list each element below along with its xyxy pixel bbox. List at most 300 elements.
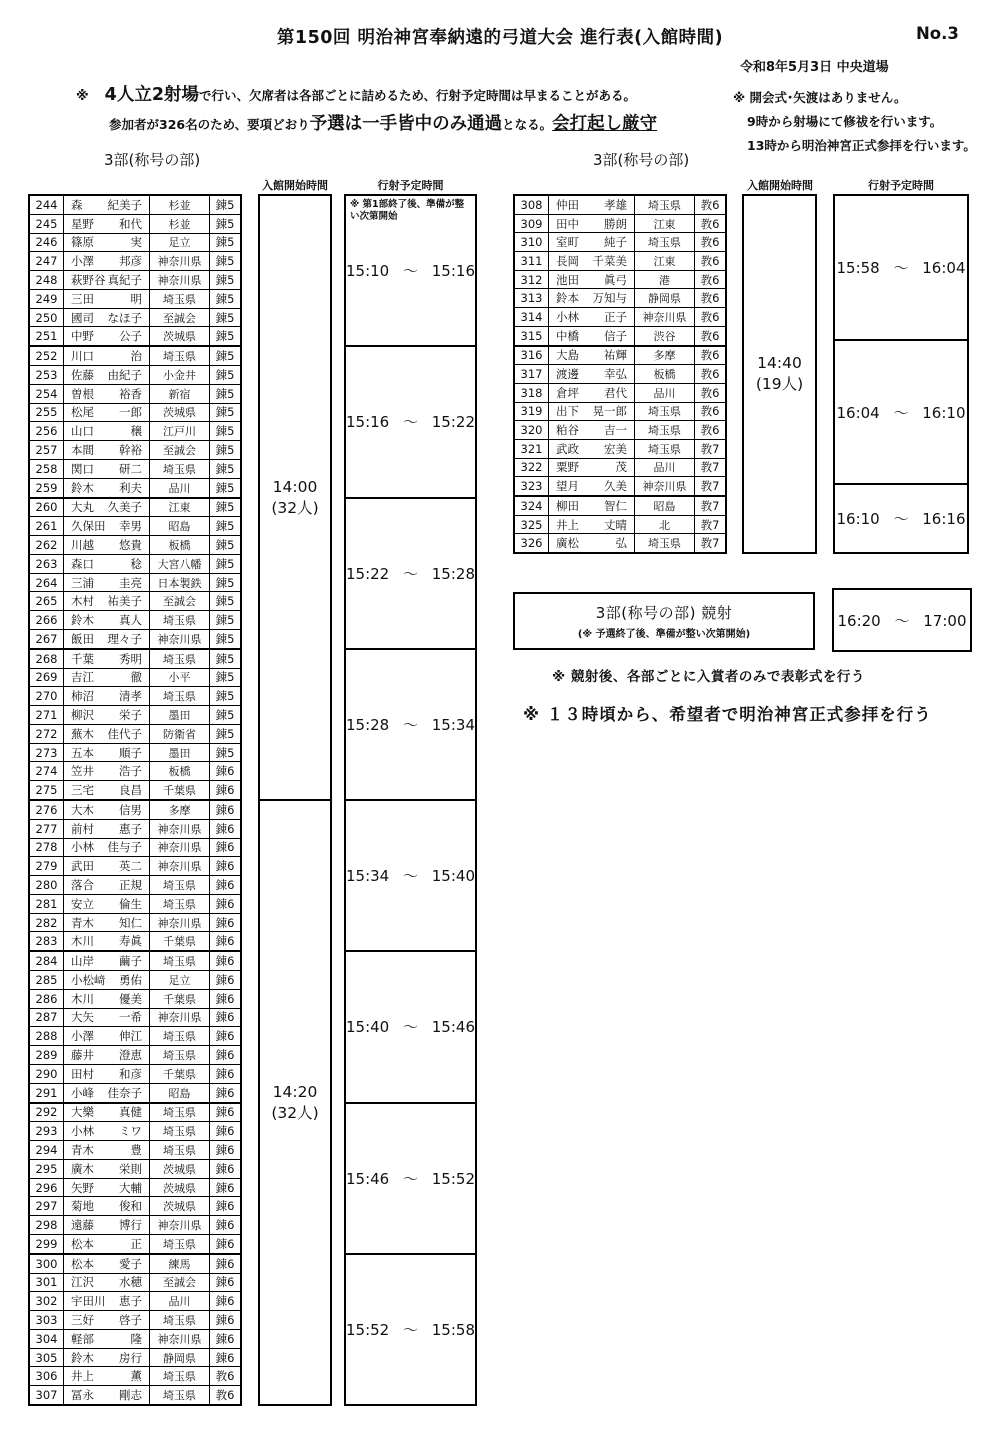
table-row [515,214,725,233]
ceremony-notes [733,86,976,157]
cell-rank: 錬6 [215,1294,235,1309]
cell-number: 306 [30,1367,64,1385]
cell-region: 至誠会 [150,309,210,327]
cell-region: 静岡県 [635,289,695,307]
cell-region: 墨田 [150,744,210,762]
cell-rank: 錬5 [215,480,235,495]
cell-rank: 錬6 [215,1312,235,1327]
cell-region: 杉並 [150,196,210,214]
schedule-time: 15:34 ～ 15:40 [346,867,475,886]
cell-region: 多摩 [635,347,695,365]
table-row [30,1140,240,1159]
cell-region: 埼玉県 [150,1046,210,1064]
ceremony-note-3: 13時から明治神宮正式参拝を行います。 [747,137,976,153]
surname: 仲田 [556,197,579,212]
cell-number: 247 [30,252,64,270]
table-row [30,1291,240,1310]
cell-number: 275 [30,781,64,799]
cell-number: 284 [30,952,64,970]
given-name: 理々子 [107,631,142,646]
cell-rank: 錬5 [215,689,235,704]
cell-number: 257 [30,441,64,459]
cell-number: 256 [30,422,64,440]
given-name: 茂 [615,460,627,475]
given-name: 房行 [119,1350,142,1365]
cell-rank: 錬5 [215,254,235,269]
surname: 冨永 [71,1388,94,1403]
cell-rank: 教7 [700,517,720,532]
cell-rank: 教6 [700,348,720,363]
cell-number: 253 [30,366,64,384]
cell-number: 292 [30,1104,64,1122]
given-name: 利夫 [119,480,142,495]
cell-rank: 教6 [700,404,720,419]
table-row [515,533,725,552]
cell-region: 茨城県 [150,404,210,422]
cell-region: 神奈川県 [150,271,210,289]
surname: 望月 [556,479,579,494]
table-row [30,838,240,857]
surname: 粟野 [556,460,579,475]
cell-number: 258 [30,460,64,478]
table-row [515,196,725,214]
cell-name [64,1141,150,1159]
cell-number: 269 [30,669,64,687]
table-row [30,1273,240,1292]
cell-rank: 教6 [215,1388,235,1403]
cell-name [64,1330,150,1348]
cell-rank: 教7 [700,479,720,494]
cell-region: 杉並 [150,215,210,233]
cell-region: 昭島 [150,517,210,535]
surname: 五本 [71,745,94,760]
cell-rank: 錬6 [215,991,235,1006]
cell-name [64,1311,150,1329]
schedule-header-right: 行射予定時間 [868,179,934,192]
cell-rank: 錬6 [215,783,235,798]
cell-name [64,914,150,932]
cell-name [549,497,635,515]
cell-number: 272 [30,725,64,743]
table-row [30,970,240,989]
note-marker: ※ [76,89,89,104]
schedule-time-block [835,339,967,484]
cell-number: 245 [30,215,64,233]
cell-rank: 錬5 [215,575,235,590]
cell-name [64,725,150,743]
entry-time-block [260,196,330,799]
cell-number: 319 [515,403,549,421]
table-row [30,950,240,970]
given-name: 俊和 [119,1199,142,1214]
cell-name [64,1027,150,1045]
cell-number: 317 [515,365,549,383]
cell-rank: 錬5 [215,349,235,364]
cell-name [64,555,150,573]
cell-name [64,196,150,214]
cell-number: 294 [30,1141,64,1159]
schedule-time-block [346,1102,475,1253]
cell-number: 276 [30,801,64,819]
table-row [515,288,725,307]
cell-number: 313 [515,289,549,307]
cell-rank: 教6 [700,235,720,250]
cell-region: 足立 [150,234,210,252]
cell-rank: 錬6 [215,1010,235,1025]
table-row [30,629,240,648]
given-name: 博行 [119,1218,142,1233]
schedule-header-left: 行射予定時間 [377,179,444,192]
cell-region: 埼玉県 [635,534,695,552]
cell-number: 267 [30,630,64,648]
schedule-time-block [835,196,967,339]
cell-number: 291 [30,1084,64,1102]
table-row [30,761,240,780]
surname: 木川 [71,934,94,949]
cell-number: 300 [30,1255,64,1273]
cell-region: 小金井 [150,366,210,384]
cell-rank: 教6 [700,385,720,400]
cell-region: 江戸川 [150,422,210,440]
given-name: 実 [130,235,142,250]
surname: 松本 [71,1256,94,1271]
surname: 萩野谷 [71,273,106,288]
cell-rank: 錬6 [215,1350,235,1365]
cell-name [64,592,150,610]
surname: 青木 [71,1142,94,1157]
cell-name [64,895,150,913]
table-row [30,535,240,554]
table-row [30,289,240,308]
cell-rank: 教6 [700,291,720,306]
cell-rank: 錬6 [215,1124,235,1139]
cell-number: 255 [30,404,64,422]
cell-rank: 錬5 [215,235,235,250]
table-row [30,308,240,327]
surname: 木川 [71,991,94,1006]
schedule-time-block [346,799,475,950]
given-name: 幸弘 [604,367,627,382]
given-name: 啓子 [119,1312,142,1327]
table-row [515,307,725,326]
cell-number: 286 [30,990,64,1008]
table-row [30,554,240,573]
entry-time-column-left [258,194,332,1406]
cell-name [64,1386,150,1404]
given-name: 万知与 [592,291,627,306]
surname: 室町 [556,235,579,250]
surname: 廣松 [556,536,579,551]
cell-number: 280 [30,876,64,894]
schedule-time-block [346,345,475,496]
note-line2-mid: となる。 [502,117,553,133]
cell-number: 265 [30,592,64,610]
surname: 鈴木 [71,1350,94,1365]
cell-number: 307 [30,1386,64,1404]
cell-name [64,1179,150,1197]
cell-rank: 錬5 [215,613,235,628]
table-row [515,364,725,383]
entry-time-column-right [742,194,817,554]
cell-name [64,252,150,270]
cell-number: 296 [30,1179,64,1197]
cell-number: 244 [30,196,64,214]
table-row [30,1083,240,1102]
schedule-time-block [346,497,475,648]
cell-region: 埼玉県 [150,1235,210,1253]
ceremony-note-2: 9時から射場にて修祓を行います。 [747,113,943,129]
table-row [30,1064,240,1083]
cell-rank: 錬5 [215,594,235,609]
table-row [30,421,240,440]
surname: 本間 [71,443,94,458]
cell-name [64,290,150,308]
surname: 井上 [71,1369,94,1384]
schedule-time-block [346,648,475,799]
cell-number: 323 [515,477,549,495]
cell-number: 293 [30,1122,64,1140]
given-name: 寿眞 [119,934,142,949]
surname: 千葉 [71,651,94,666]
schedule-time: 15:58 ～ 16:04 [836,258,966,277]
cell-rank: 錬6 [215,1199,235,1214]
surname: 大島 [556,348,579,363]
given-name: 智仁 [604,498,627,513]
cell-number: 254 [30,385,64,403]
cell-rank: 錬5 [215,745,235,760]
surname: 三宅 [71,783,94,798]
surname: 宇田川 [71,1294,106,1309]
surname: 森口 [71,556,94,571]
cell-rank: 錬6 [215,1029,235,1044]
cell-number: 264 [30,574,64,592]
cell-number: 268 [30,650,64,668]
cell-rank: 錬6 [215,1236,235,1251]
table-row [30,1310,240,1329]
given-name: 公子 [119,329,142,344]
cell-rank: 錬5 [215,424,235,439]
cell-name [549,459,635,477]
cell-name [64,1065,150,1083]
cell-rank: 錬5 [215,631,235,646]
surname: 安立 [71,896,94,911]
cell-name [549,233,635,251]
cell-name [64,1122,150,1140]
cell-name [64,385,150,403]
cell-region: 神奈川県 [150,1216,210,1234]
cell-region: 埼玉県 [150,1386,210,1404]
cell-number: 316 [515,347,549,365]
entry-header-left: 入館開始時間 [262,179,328,192]
entry-time-block [260,799,330,1404]
cell-region: 新宿 [150,385,210,403]
note-line-1 [76,82,657,109]
cell-region: 埼玉県 [150,1367,210,1385]
cell-number: 312 [515,271,549,289]
given-name: 圭亮 [119,575,142,590]
table-row [515,476,725,495]
table-row [515,420,725,439]
entry-count: (32人) [271,498,319,517]
table-row [30,497,240,517]
cell-name [64,422,150,440]
cell-number: 324 [515,497,549,515]
given-name: 剛志 [119,1388,142,1403]
given-name: 正子 [604,309,627,324]
given-name: 研二 [119,461,142,476]
surname: 廣木 [71,1161,94,1176]
cell-rank: 錬6 [215,1085,235,1100]
entry-count: (32人) [271,1103,319,1122]
schedule-time: 15:10 ～ 15:16 [346,262,475,281]
surname: 矢野 [71,1180,94,1195]
cell-rank: 錬5 [215,216,235,231]
cell-name [549,347,635,365]
table-row [30,1234,240,1253]
cell-number: 289 [30,1046,64,1064]
surname: 長岡 [556,253,579,268]
schedule-time-block [346,1253,475,1404]
schedule-time: 16:10 ～ 16:16 [836,510,966,529]
table-row [30,819,240,838]
cell-name [64,820,150,838]
surname: 松本 [71,1236,94,1251]
given-name: 和代 [119,216,142,231]
given-name: 吉一 [604,423,627,438]
table-row [515,232,725,251]
surname: 佐藤 [71,367,94,382]
cell-region: 北 [635,516,695,534]
cell-rank: 錬6 [215,1105,235,1120]
given-name: 穣 [130,424,142,439]
cell-name [64,857,150,875]
footer-note-visit: ※ １３時頃から、希望者で明治神宮正式参拝を行う [523,705,932,724]
surname: 山口 [71,424,94,439]
cell-region: 神奈川県 [150,630,210,648]
table-row [30,1196,240,1215]
cell-number: 297 [30,1197,64,1215]
cell-number: 282 [30,914,64,932]
cell-region: 神奈川県 [635,477,695,495]
table-row [30,516,240,535]
ceremony-note-1: ※ 開会式･矢渡はありません。 [733,90,907,105]
surname: 鈴木 [71,613,94,628]
cell-rank: 錬6 [215,1142,235,1157]
surname: 森 [71,197,83,212]
surname: 小峰 [71,1085,94,1100]
cell-number: 273 [30,744,64,762]
given-name: 邦彦 [119,254,142,269]
entry-time-block [744,196,815,552]
cell-rank: 錬6 [215,1275,235,1290]
cell-number: 302 [30,1292,64,1310]
schedule-time-block [346,196,475,345]
cell-name [64,347,150,365]
cell-number: 299 [30,1235,64,1253]
cell-name [64,781,150,799]
cell-rank: 錬6 [215,972,235,987]
cell-name [549,421,635,439]
table-row [30,573,240,592]
surname: 大木 [71,802,94,817]
cell-number: 305 [30,1349,64,1367]
cell-rank: 教6 [700,216,720,231]
surname: 小林 [71,840,94,855]
cell-name [64,952,150,970]
cell-rank: 錬6 [215,1331,235,1346]
cell-name [64,574,150,592]
cell-rank: 錬6 [215,1048,235,1063]
cell-number: 318 [515,384,549,402]
schedule-time-block [835,483,967,552]
given-name: 勇佑 [119,972,142,987]
surname: 柿沼 [71,689,94,704]
cell-number: 301 [30,1274,64,1292]
surname: 國司 [71,310,94,325]
cell-rank: 教6 [700,253,720,268]
table-row [30,668,240,687]
surname: 田村 [71,1066,94,1081]
cell-region: 大宮八幡 [150,555,210,573]
cell-region: 茨城県 [150,327,210,345]
given-name: 紀美子 [107,197,142,212]
given-name: 信子 [604,328,627,343]
cell-region: 埼玉県 [150,1122,210,1140]
cell-name [64,762,150,780]
cell-region: 茨城県 [150,1197,210,1215]
table-row [30,1026,240,1045]
schedule-time: 16:04 ～ 16:10 [836,403,966,422]
table-row [30,1329,240,1348]
cell-region: 埼玉県 [150,1027,210,1045]
given-name: 正規 [119,878,142,893]
cell-name [549,215,635,233]
given-name: 水穂 [119,1275,142,1290]
cell-name [64,234,150,252]
given-name: 宏美 [604,441,627,456]
cell-name [549,440,635,458]
given-name: 君代 [604,385,627,400]
given-name: 眞弓 [604,272,627,287]
cell-name [64,687,150,705]
surname: 松尾 [71,405,94,420]
section-label-left: 3部(称号の部) [104,151,201,169]
table-row [30,1366,240,1385]
surname: 出下 [556,404,579,419]
cell-region: 埼玉県 [150,876,210,894]
surname: 倉坪 [556,385,579,400]
note-line-2 [109,111,657,138]
cell-region: 渋谷 [635,327,695,345]
table-row [30,743,240,762]
table-row [30,913,240,932]
entry-time: 14:40 [757,354,802,373]
cell-name [64,215,150,233]
schedule-note: ※ 第1部終了後、準備が整い次第開始 [350,199,465,223]
given-name: 恵子 [119,1294,142,1309]
table-row [515,326,725,345]
cell-rank: 錬5 [215,386,235,401]
table-row [30,724,240,743]
given-name: 薫 [130,1369,142,1384]
given-name: 豊 [130,1142,142,1157]
note-line2-emphasis: 予選は一手皆中のみ通過 [309,114,503,135]
given-name: 久美子 [107,500,142,515]
page-title: 第150回 明治神宮奉納遠的弓道大会 進行表(入館時間) [276,28,724,48]
table-row [30,440,240,459]
cell-name [64,404,150,422]
cell-region: 埼玉県 [635,403,695,421]
